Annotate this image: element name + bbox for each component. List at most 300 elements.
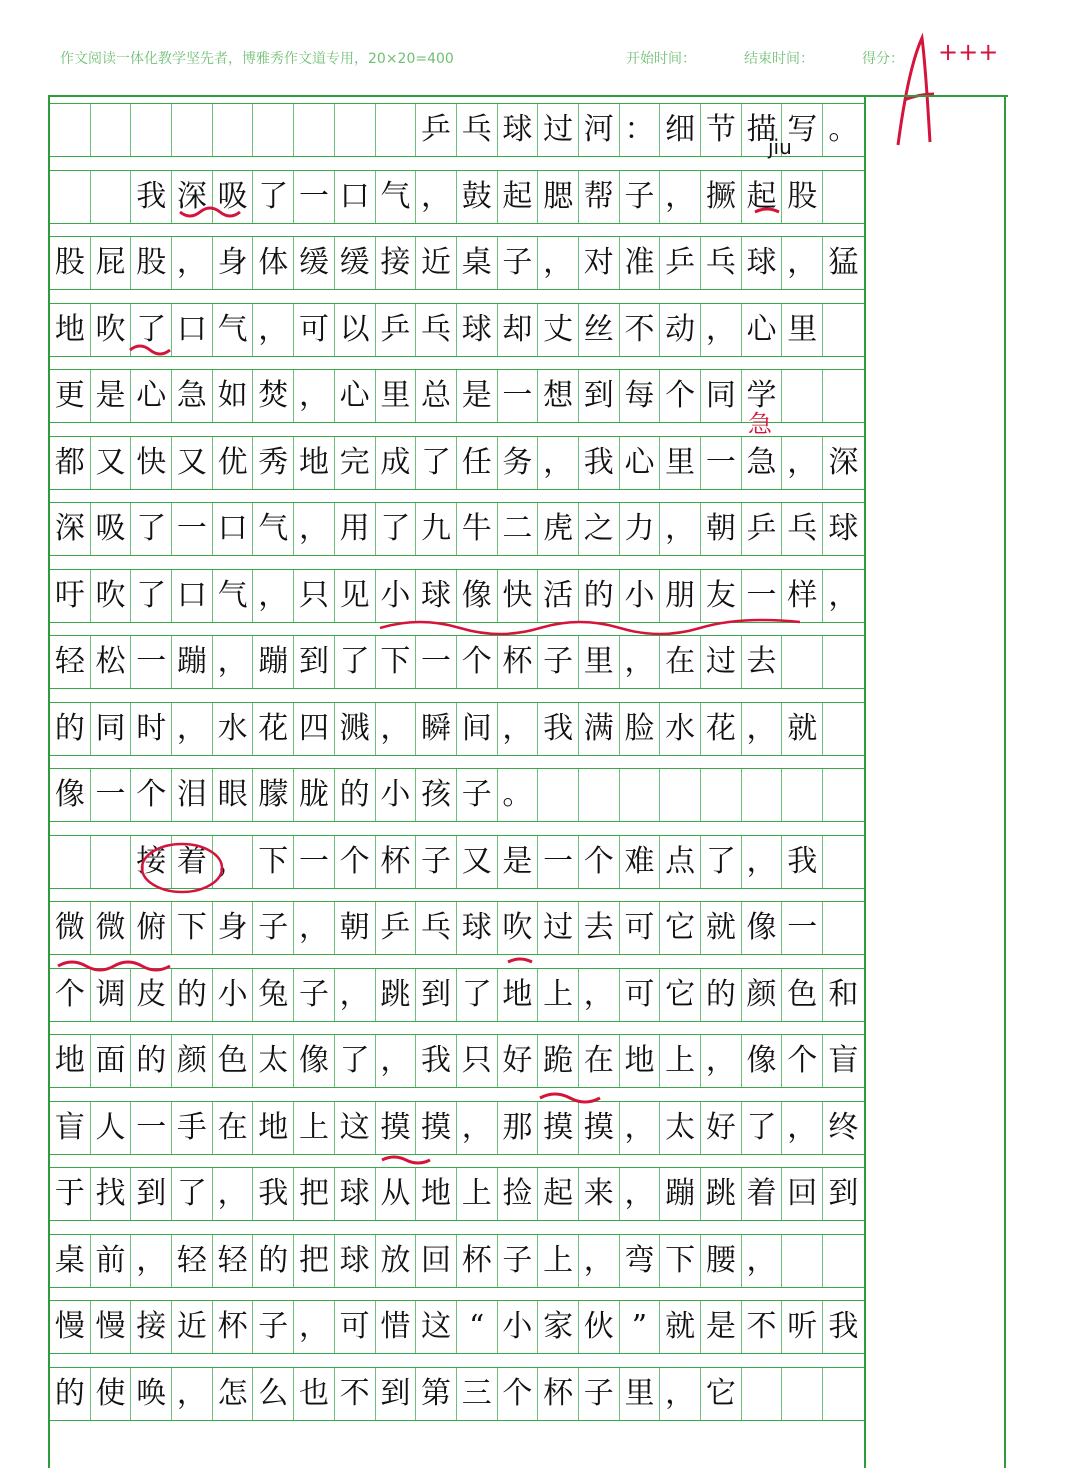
- grid-cell: 杯: [376, 836, 417, 888]
- grid-cell: 上: [660, 1035, 701, 1087]
- grid-cell: [701, 769, 742, 821]
- grid-cell: 气: [213, 570, 254, 622]
- grid-cell: 个: [335, 836, 376, 888]
- grid-cell: 猛: [828, 245, 859, 280]
- grid-cell: 股: [50, 237, 91, 289]
- grid-cell: 口: [335, 171, 376, 223]
- grid-cell: 到: [828, 1176, 859, 1211]
- grid-cell: 每: [620, 370, 661, 422]
- grid-cell: [823, 304, 864, 356]
- grid-cell: 从: [376, 1168, 417, 1220]
- grid-cell: 到: [131, 1168, 172, 1220]
- grid-cell: 这: [416, 1301, 457, 1353]
- grid-cell: 任: [457, 437, 498, 489]
- grid-cell: 轻: [172, 1235, 213, 1287]
- grid-cell: 的: [701, 969, 742, 1021]
- grid-cell: ，: [660, 503, 701, 555]
- grid-cell: ，: [620, 636, 661, 688]
- grid-cell: [335, 104, 376, 156]
- grid-cell: 是: [498, 836, 539, 888]
- grid-cell: 是: [701, 1301, 742, 1353]
- grid-cell: ，: [742, 836, 783, 888]
- grid-cell: 接: [131, 836, 172, 888]
- grid-cell: 朋: [660, 570, 701, 622]
- grid-cell: 小: [620, 570, 661, 622]
- grid-cell: 球: [828, 511, 859, 546]
- grid-cell: 惜: [376, 1301, 417, 1353]
- grid-cell: 可: [620, 969, 661, 1021]
- grid-cell: 球: [335, 1168, 376, 1220]
- grid-cell: 。: [498, 769, 539, 821]
- grid-cell: 更: [50, 370, 91, 422]
- grid-cell: 满: [579, 703, 620, 755]
- grid-cell: 乓: [457, 104, 498, 156]
- grid-cell: 心: [335, 370, 376, 422]
- grid-row: [50, 170, 864, 224]
- grid-cell: ，: [172, 1368, 213, 1420]
- grid-cell: 乒: [660, 237, 701, 289]
- grid-cell: 像: [742, 1035, 783, 1087]
- grid-cell: 小: [376, 769, 417, 821]
- grid-cell: 俯: [131, 902, 172, 954]
- grid-cell: 调: [91, 969, 132, 1021]
- grid-cell: 里: [579, 636, 620, 688]
- grid-cell: ，: [131, 1235, 172, 1287]
- grid-cell: 可: [294, 304, 335, 356]
- grid-cell: 我: [782, 836, 823, 888]
- grid-cell: ，: [213, 836, 254, 888]
- grid-cell: 吹: [498, 902, 539, 954]
- grid-row: [50, 369, 864, 423]
- grid-cell: [782, 370, 823, 422]
- grid-cell: 在: [213, 1102, 254, 1154]
- grid-cell: ，: [660, 1368, 701, 1420]
- grid-cell: 深: [172, 171, 213, 223]
- grid-row: [50, 303, 864, 357]
- grid-cell: 唤: [131, 1368, 172, 1420]
- grid-cell: 。: [828, 112, 859, 147]
- grid-cell: 怎: [213, 1368, 254, 1420]
- grid-cell: ，: [213, 1168, 254, 1220]
- grid-cell: 跳: [376, 969, 417, 1021]
- grid-cell: 可: [620, 902, 661, 954]
- grid-cell: ，: [335, 969, 376, 1021]
- grid-cell: 这: [335, 1102, 376, 1154]
- grid-cell: 腮: [538, 171, 579, 223]
- grid-cell: 人: [91, 1102, 132, 1154]
- grid-cell: “: [457, 1301, 498, 1353]
- grid-cell: 口: [213, 503, 254, 555]
- grid-cell: 摸: [579, 1102, 620, 1154]
- grid-cell: 泪: [172, 769, 213, 821]
- grid-cell: 好: [498, 1035, 539, 1087]
- grid-cell: 孩: [416, 769, 457, 821]
- grid-cell: 一: [131, 1102, 172, 1154]
- grid-row: [50, 835, 864, 889]
- grid-row: [50, 569, 864, 623]
- grid-cell: [660, 769, 701, 821]
- grid-cell: 小: [376, 570, 417, 622]
- grid-cell: 好: [701, 1102, 742, 1154]
- grid-cell: 回: [782, 1168, 823, 1220]
- grid-cell: 蹦: [253, 636, 294, 688]
- grid-cell: 色: [213, 1035, 254, 1087]
- grid-cell: 一: [294, 836, 335, 888]
- grid-cell: [50, 171, 91, 223]
- grid-cell: [172, 104, 213, 156]
- grid-cell: 缓: [294, 237, 335, 289]
- grid-cell: 松: [91, 636, 132, 688]
- grid-row: [50, 768, 864, 822]
- grid-cell: [91, 104, 132, 156]
- grid-cell: 都: [50, 437, 91, 489]
- grid-cell: 准: [620, 237, 661, 289]
- grid-cell: 微: [50, 902, 91, 954]
- grid-cell: 只: [294, 570, 335, 622]
- grid-cell: 却: [498, 304, 539, 356]
- grid-cell: ，: [782, 237, 823, 289]
- grid-cell: 去: [579, 902, 620, 954]
- grid-cell: 的: [253, 1235, 294, 1287]
- grid-cell: 一: [782, 902, 823, 954]
- grid-cell: 口: [172, 570, 213, 622]
- grid-cell: 想: [538, 370, 579, 422]
- grid-cell: 把: [294, 1168, 335, 1220]
- grid-cell: 乓: [416, 304, 457, 356]
- grid-cell: 个: [660, 370, 701, 422]
- grid-cell: 水: [213, 703, 254, 755]
- start-time-label: 开始时间：: [626, 51, 696, 67]
- grid-cell: ，: [782, 437, 823, 489]
- right-border: [1004, 95, 1006, 1468]
- grid-cell: 找: [91, 1168, 132, 1220]
- grid-cell: 起: [742, 171, 783, 223]
- grid-cell: 一: [498, 370, 539, 422]
- grid-cell: 的: [50, 1368, 91, 1420]
- grid-cell: 写: [782, 104, 823, 156]
- grid-cell: [131, 104, 172, 156]
- grid-cell: 球: [457, 304, 498, 356]
- grid-cell: [91, 171, 132, 223]
- grid-cell: 个: [498, 1368, 539, 1420]
- grid-cell: 家: [538, 1301, 579, 1353]
- grid-cell: ，: [376, 1035, 417, 1087]
- grid-cell: 了: [416, 437, 457, 489]
- grid-cell: 吹: [91, 570, 132, 622]
- grid-cell: 朝: [335, 902, 376, 954]
- grid-cell: 到: [579, 370, 620, 422]
- grid-cell: 身: [213, 902, 254, 954]
- grid-cell: 了: [742, 1102, 783, 1154]
- grid-cell: 瞬: [416, 703, 457, 755]
- grid-cell: 像: [294, 1035, 335, 1087]
- grid-cell: 花: [253, 703, 294, 755]
- grid-cell: 里: [782, 304, 823, 356]
- paper-brand-text: 作文阅读一体化教学坚先者，博雅秀作文道专用，20×20=400: [60, 51, 454, 67]
- grid-cell: 如: [213, 370, 254, 422]
- grid-cell: 放: [376, 1235, 417, 1287]
- grid-cell: 的: [131, 1035, 172, 1087]
- grid-cell: 子: [620, 171, 661, 223]
- grid-cell: 小: [498, 1301, 539, 1353]
- grid-cell: ，: [660, 171, 701, 223]
- grid-cell: 活: [538, 570, 579, 622]
- grid-cell: [782, 1368, 823, 1420]
- grid-cell: 就: [660, 1301, 701, 1353]
- grid-cell: 像: [50, 769, 91, 821]
- grid-cell: 身: [213, 237, 254, 289]
- grid-cell: 深: [50, 503, 91, 555]
- grid-cell: 盲: [50, 1102, 91, 1154]
- grid-cell: [376, 104, 417, 156]
- grid-cell: 了: [376, 503, 417, 555]
- grid-cell: 九: [416, 503, 457, 555]
- grid-cell: 到: [416, 969, 457, 1021]
- grid-cell: 了: [131, 570, 172, 622]
- grid-cell: 子: [498, 237, 539, 289]
- grid-cell: 又: [172, 437, 213, 489]
- grid-cell: ，: [828, 577, 859, 613]
- grid-cell: 一: [538, 836, 579, 888]
- grid-cell: 撅: [701, 171, 742, 223]
- grid-cell: [620, 769, 661, 821]
- grid-cell: 摸: [538, 1102, 579, 1154]
- grid-cell: 了: [131, 304, 172, 356]
- grid-cell: 摸: [416, 1102, 457, 1154]
- grid-cell: [538, 769, 579, 821]
- grid-cell: 轻: [213, 1235, 254, 1287]
- grid-cell: 难: [620, 836, 661, 888]
- margin-line: [864, 95, 866, 1468]
- grid-cell: 见: [335, 570, 376, 622]
- grid-cell: 乒: [376, 304, 417, 356]
- grid-cell: [253, 104, 294, 156]
- grid-cell: 间: [457, 703, 498, 755]
- grid-cell: 的: [50, 703, 91, 755]
- grid-cell: 屁: [91, 237, 132, 289]
- grid-cell: 面: [91, 1035, 132, 1087]
- grid-cell: 力: [620, 503, 661, 555]
- grid-cell: ，: [294, 503, 335, 555]
- grid-cell: 三: [457, 1368, 498, 1420]
- grid-cell: 第: [416, 1368, 457, 1420]
- grid-cell: 子: [579, 1368, 620, 1420]
- grid-cell: 接: [131, 1301, 172, 1353]
- grid-cell: 不: [335, 1368, 376, 1420]
- grid-cell: 桌: [457, 237, 498, 289]
- grid-cell: 水: [660, 703, 701, 755]
- grid-cell: 心: [131, 370, 172, 422]
- grid-cell: ，: [253, 304, 294, 356]
- grid-cell: 子: [498, 1235, 539, 1287]
- grid-cell: 来: [579, 1168, 620, 1220]
- grid-cell: 小: [213, 969, 254, 1021]
- grid-cell: 地: [416, 1168, 457, 1220]
- grid-cell: 过: [701, 636, 742, 688]
- grid-cell: 么: [253, 1368, 294, 1420]
- grid-cell: 就: [782, 703, 823, 755]
- grid-row: [50, 1234, 864, 1288]
- end-time-label: 结束时间：: [744, 51, 814, 67]
- grid-cell: 快: [498, 570, 539, 622]
- grid-cell: 捡: [498, 1168, 539, 1220]
- grid-cell: [782, 769, 823, 821]
- grid-cell: 点: [660, 836, 701, 888]
- grid-cell: 优: [213, 437, 254, 489]
- grid-cell: 一: [416, 636, 457, 688]
- grid-cell: 脸: [620, 703, 661, 755]
- grid-cell: 在: [660, 636, 701, 688]
- grid-cell: 用: [335, 503, 376, 555]
- grid-cell: 了: [253, 171, 294, 223]
- grid-cell: 使: [91, 1368, 132, 1420]
- grid-cell: ，: [416, 171, 457, 223]
- grid-cell: 终: [828, 1109, 859, 1145]
- grid-cell: 吁: [50, 570, 91, 622]
- grid-cell: 弯: [620, 1235, 661, 1287]
- grid-cell: 我: [538, 703, 579, 755]
- grid-cell: 个: [50, 969, 91, 1021]
- grid-cell: 地: [50, 1035, 91, 1087]
- grid-cell: 股: [131, 237, 172, 289]
- grid-cell: 杯: [538, 1368, 579, 1420]
- grid-cell: 上: [538, 1235, 579, 1287]
- grid-cell: 个: [131, 769, 172, 821]
- grid-cell: [823, 636, 864, 688]
- grid-cell: 一: [131, 636, 172, 688]
- grid-cell: [782, 1235, 823, 1287]
- grid-cell: 它: [660, 902, 701, 954]
- grid-cell: [294, 104, 335, 156]
- grid-cell: 回: [416, 1235, 457, 1287]
- grid-cell: 股: [782, 171, 823, 223]
- grid-cell: 的: [172, 969, 213, 1021]
- grid-cell: 近: [416, 237, 457, 289]
- grid-cell: 气: [213, 304, 254, 356]
- pinyin-annotation: jiu: [768, 135, 792, 159]
- grid-cell: 又: [91, 437, 132, 489]
- grid-cell: 里: [376, 370, 417, 422]
- grid-cell: ，: [701, 1035, 742, 1087]
- grid-cell: 子: [253, 1301, 294, 1353]
- grid-cell: 微: [91, 902, 132, 954]
- grid-row: [50, 1300, 864, 1354]
- grid-cell: 盲: [828, 1043, 859, 1078]
- grid-cell: ，: [620, 1168, 661, 1220]
- grid-cell: 球: [457, 902, 498, 954]
- grid-cell: ，: [579, 1235, 620, 1287]
- grid-cell: 秀: [253, 437, 294, 489]
- grid-cell: 乓: [701, 237, 742, 289]
- grid-cell: 吸: [213, 171, 254, 223]
- grid-row: [50, 1034, 864, 1088]
- grid-cell: ，: [538, 437, 579, 489]
- grid-cell: 于: [50, 1168, 91, 1220]
- grid-cell: [742, 1368, 783, 1420]
- grid-cell: 了: [335, 1035, 376, 1087]
- grid-cell: 起: [538, 1168, 579, 1220]
- grid-cell: 地: [498, 969, 539, 1021]
- grid-cell: 球: [498, 104, 539, 156]
- grid-cell: 二: [498, 503, 539, 555]
- grid-cell: 我: [828, 1309, 859, 1344]
- correction-char: 急: [748, 410, 772, 438]
- grid-cell: 了: [131, 503, 172, 555]
- grid-cell: 快: [131, 437, 172, 489]
- grid-cell: 到: [294, 636, 335, 688]
- grid-cell: 兔: [253, 969, 294, 1021]
- grid-cell: 朝: [701, 503, 742, 555]
- grid-cell: ，: [742, 703, 783, 755]
- grid-cell: 样: [782, 570, 823, 622]
- grid-cell: 节: [701, 104, 742, 156]
- grid-cell: 不: [742, 1301, 783, 1353]
- grid-cell: ，: [579, 969, 620, 1021]
- grid-cell: [823, 1235, 864, 1287]
- grid-cell: 心: [742, 304, 783, 356]
- grid-cell: 地: [294, 437, 335, 489]
- grid-cell: 以: [335, 304, 376, 356]
- grid-cell: ，: [172, 703, 213, 755]
- grid-cell: 伙: [579, 1301, 620, 1353]
- grid-cell: 务: [498, 437, 539, 489]
- grid-cell: 我: [579, 437, 620, 489]
- grid-cell: 细: [660, 104, 701, 156]
- grid-cell: [823, 703, 864, 755]
- grid-cell: [782, 636, 823, 688]
- grid-row: [50, 901, 864, 955]
- grid-cell: 球: [742, 237, 783, 289]
- grid-cell: 色: [782, 969, 823, 1021]
- grid-cell: 急: [742, 437, 783, 489]
- grid-cell: 丈: [538, 304, 579, 356]
- grid-cell: [823, 769, 864, 821]
- grid-row: [50, 1167, 864, 1221]
- grid-cell: 友: [701, 570, 742, 622]
- grid-cell: 学: [742, 370, 783, 422]
- grid-cell: 杯: [213, 1301, 254, 1353]
- grid-cell: 成: [376, 437, 417, 489]
- grid-cell: 我: [416, 1035, 457, 1087]
- grid-cell: 眼: [213, 769, 254, 821]
- grid-cell: 前: [91, 1235, 132, 1287]
- grid-cell: 之: [579, 503, 620, 555]
- grid-cell: ，: [701, 304, 742, 356]
- grid-cell: 的: [579, 570, 620, 622]
- grid-cell: 里: [620, 1368, 661, 1420]
- grid-cell: 描: [742, 104, 783, 156]
- grid-cell: ”: [620, 1301, 661, 1353]
- grid-cell: ，: [538, 237, 579, 289]
- grid-cell: 到: [376, 1368, 417, 1420]
- grid-cell: 像: [457, 570, 498, 622]
- grid-cell: [213, 104, 254, 156]
- grid-cell: 那: [498, 1102, 539, 1154]
- grid-row: [50, 1101, 864, 1155]
- grid-cell: 缓: [335, 237, 376, 289]
- grid-cell: 鼓: [457, 171, 498, 223]
- grid-cell: 下: [660, 1235, 701, 1287]
- grid-cell: 虎: [538, 503, 579, 555]
- grid-cell: 上: [538, 969, 579, 1021]
- grid-cell: 了: [457, 969, 498, 1021]
- grid-cell: 球: [416, 570, 457, 622]
- grid-cell: 气: [376, 171, 417, 223]
- grid-cell: 慢: [50, 1301, 91, 1353]
- grid-cell: 子: [294, 969, 335, 1021]
- grid-cell: 个: [457, 636, 498, 688]
- grid-cell: [823, 902, 864, 954]
